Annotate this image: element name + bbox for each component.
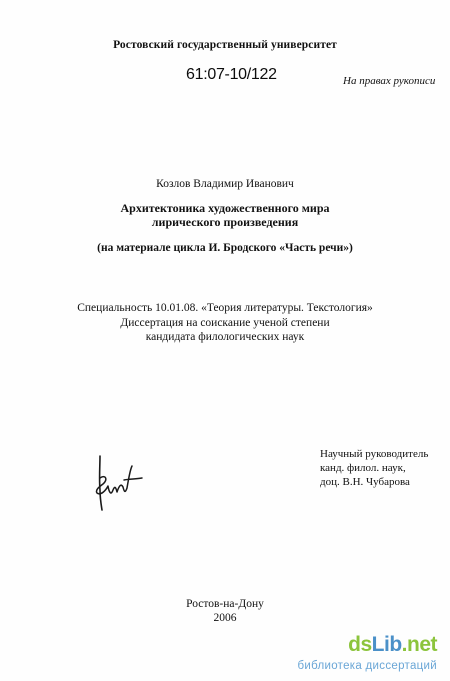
title-line-1: Архитектоника художественного мира xyxy=(120,201,330,215)
rights-note: На правах рукописи xyxy=(343,75,436,87)
supervisor-degree: канд. филол. наук, xyxy=(320,462,406,474)
university-name: Ростовский государственный университет xyxy=(113,39,337,51)
supervisor-name: доц. В.Н. Чубарова xyxy=(320,476,410,488)
title-line-2: лирического произведения xyxy=(151,215,299,229)
signature-image xyxy=(88,452,148,512)
year: 2006 xyxy=(213,612,237,624)
city: Ростов-на-Дону xyxy=(186,598,264,610)
specialty-line: Специальность 10.01.08. «Теория литературы. Текстология» xyxy=(77,302,373,314)
degree-line: кандидата филологических наук xyxy=(145,331,305,343)
logo-part-ds: ds xyxy=(348,633,372,656)
catalog-code: 61:07-10/122 xyxy=(186,66,277,83)
watermark-caption: библиотека диссертаций xyxy=(297,660,437,672)
author-name: Козлов Владимир Иванович xyxy=(156,178,294,190)
logo-part-net: .net xyxy=(401,633,437,656)
dslib-watermark xyxy=(297,633,445,677)
dslib-logo xyxy=(348,633,437,657)
dissertation-line: Диссертация на соискание ученой степени xyxy=(120,317,330,329)
logo-part-lib: Lib xyxy=(371,633,402,656)
subtitle: (на материале цикла И. Бродского «Часть речи») xyxy=(97,242,353,254)
supervisor-title: Научный руководитель xyxy=(320,448,429,460)
